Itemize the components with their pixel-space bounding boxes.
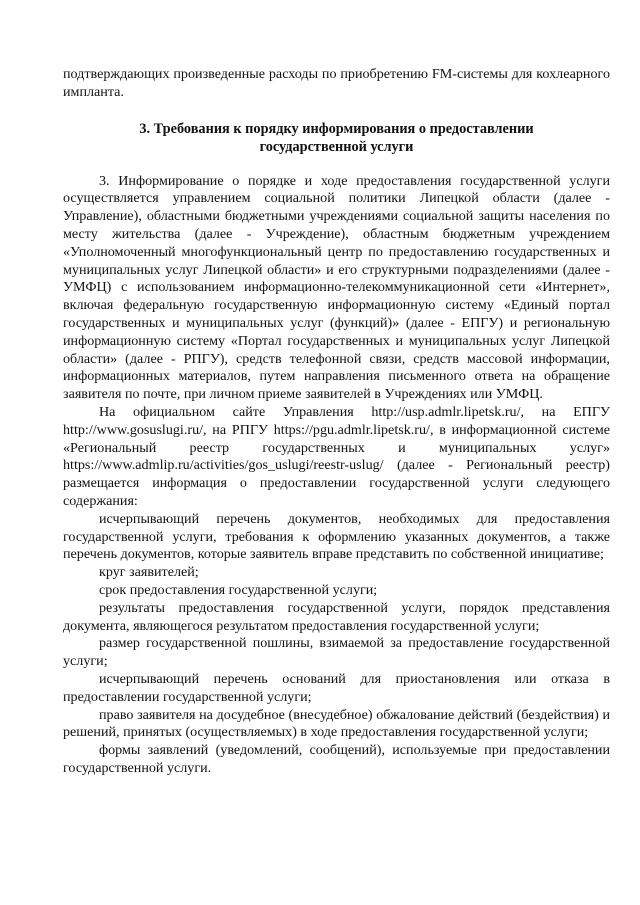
paragraph-official-sites: На официальном сайте Управления http://usp.admlr.lipetsk.ru/, на ЕПГУ http://www.gosuslugi.ru/, на РПГУ https://pgu.admlr.lipetsk.ru/, в информационной системе «Региональный реестр государственных и муниципальных услуг» https://www.admlip.ru/activities/gos_uslugi/reestr-uslug/ (далее - Региональный реестр) размещается информация о предоставлении государственной услуги следующего содержания: xyxy=(63,403,610,509)
list-item-results: результаты предоставления государственной услуги, порядок представления документа, являющегося результатом предоставления государственной услуги; xyxy=(63,599,610,634)
list-item-term: срок предоставления государственной услуги; xyxy=(99,581,378,598)
section-heading-line-1: 3. Требования к порядку информирования о предоставлении xyxy=(139,120,534,137)
section-heading-line-2: государственной услуги xyxy=(259,138,414,155)
list-item-fee: размер государственной пошлины, взимаемой за предоставление государственной услуги; xyxy=(63,635,610,670)
paragraph-informing: 3. Информирование о порядке и ходе предоставления государственной услуги осуществляется управлением социальной политики Липецкой области (далее - Управление), областными бюджетными учреждениями социальной защиты населения по месту жительства (далее - Учреждение), областным бюджетным учреждением «Уполномоченный многофункциональный центр по предоставлению государственных и муниципальных услуг Липецкой области» и его структурными подразделениями (далее - УМФЦ) с использованием информационно-телекоммуникационной сети «Интернет», включая федеральную государственную информационную систему «Единый портал государственных и муниципальных услуг (функций)» (далее - ЕПГУ) и региональную информационную систему «Портал государственных и муниципальных услуг Липецкой области» (далее - РПГУ), средств телефонной связи, средств массовой информации, информационных материалов, путем направления письменного ответа на обращение заявителя по почте, при личном приеме заявителей в Учреждениях или УМФЦ. xyxy=(63,172,610,403)
list-item-forms: формы заявлений (уведомлений, сообщений), используемые при предоставлении государственной услуги. xyxy=(63,742,610,776)
intro-paragraph: подтверждающих произведенные расходы по приобретению FM-системы для кохлеарного импланта. xyxy=(63,66,610,100)
list-item-grounds: исчерпывающий перечень оснований для приостановления или отказа в предоставлении государственной услуги; xyxy=(63,670,610,705)
document-page xyxy=(63,66,610,778)
list-item-applicants: круг заявителей; xyxy=(99,564,199,581)
list-item-documents: исчерпывающий перечень документов, необходимых для предоставления государственной услуги, требования к оформлению указанных документов, а также перечень документов, которые заявитель вправе представить по собственной инициативе; xyxy=(63,510,610,563)
list-item-appeal-right: право заявителя на досудебное (внесудебное) обжалование действий (бездействия) и решений, принятых (осуществляемых) в ходе предоставления государственной услуги; xyxy=(63,706,610,741)
section-heading xyxy=(63,120,610,156)
